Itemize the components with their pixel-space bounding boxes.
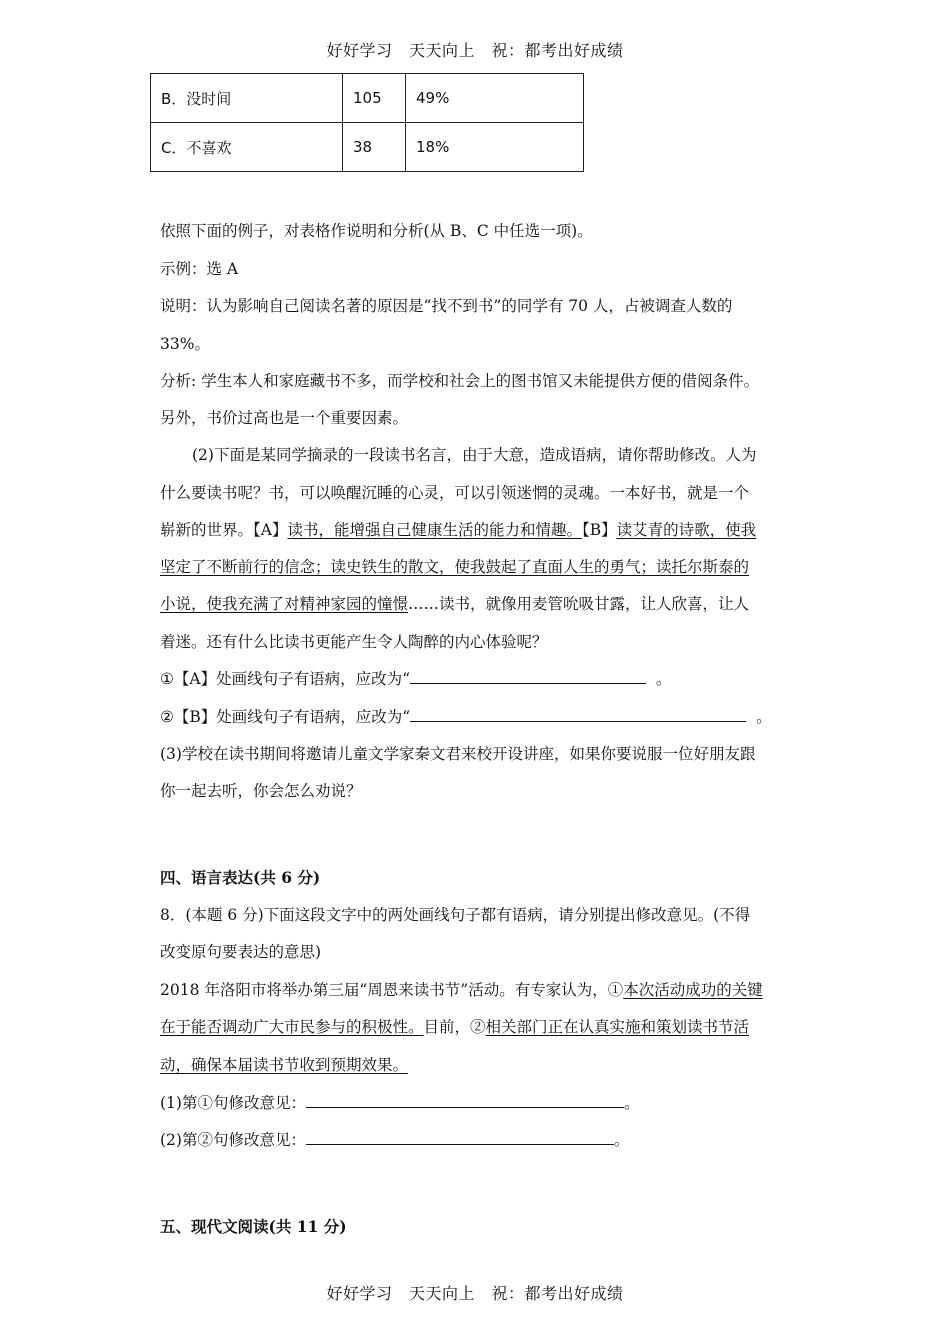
table-cell-count: 105	[343, 74, 406, 123]
underlined-sentence-b: 小说，使我充满了对精神家园的憧憬	[160, 595, 409, 613]
instruction-text: 依照下面的例子，对表格作说明和分析(从 B、C 中任选一项)。	[160, 222, 593, 240]
passage-line	[160, 1017, 800, 1037]
question-8-text: 改变原句要表达的意思)	[160, 943, 322, 961]
question-2-text: 什么要读书呢？书，可以唤醒沉睡的心灵，可以引领迷惘的灵魂。一本好书，就是一个	[160, 484, 750, 502]
answer-b-end: 。	[756, 708, 772, 726]
table-cell-option: C．不喜欢	[151, 123, 343, 172]
analysis-line: 分析: 学生本人和家庭藏书不多，而学校和社会上的图书馆又未能提供方便的借阅条件。	[160, 372, 760, 390]
answer-1-end: 。	[623, 1094, 640, 1112]
table-row	[151, 123, 584, 172]
question-3-text: 你一起去听，你会怎么劝说？	[160, 782, 362, 800]
answer-1-blank[interactable]	[306, 1093, 624, 1108]
answer-a-line	[160, 669, 800, 689]
question-2-rest: ……读书，就像用麦管吮吸甘露，让人欣喜，让人	[408, 595, 750, 613]
example-label: 示例：选 A	[160, 260, 239, 278]
page-footer: 好好学习 天天向上 祝：都考出好成绩	[326, 1284, 624, 1303]
question-2-text	[160, 520, 800, 540]
answer-b-line	[160, 707, 800, 727]
page-header: 好好学习 天天向上 祝：都考出好成绩	[326, 41, 624, 60]
answer-b-prompt: ②【B】处画线句子有语病，应改为“	[160, 708, 411, 726]
answer-b-blank[interactable]	[410, 707, 746, 722]
analysis-line: 另外，书价过高也是一个重要因素。	[160, 409, 409, 427]
passage-line	[160, 1055, 800, 1075]
survey-table	[150, 73, 584, 172]
underlined-sentence-a: 读书，能增强自己健康生活的能力和情趣。	[287, 521, 582, 539]
table-cell-count: 38	[343, 123, 406, 172]
underlined-sentence-1: 本次活动成功的关键	[623, 981, 763, 999]
table-row	[151, 74, 584, 123]
underlined-sentence-2: 动，确保本届读书节收到预期效果。	[160, 1056, 409, 1074]
underlined-sentence-b: 坚定了不断前行的信念；读史铁生的散文，使我鼓起了直面人生的勇气；读托尔斯泰的	[160, 558, 750, 576]
question-2-text: 着迷。还有什么比读书更能产生令人陶醉的内心体验呢？	[160, 633, 548, 651]
answer-1-prompt: (1)第①句修改意见：	[160, 1094, 306, 1112]
label-b: 【B】	[581, 521, 617, 539]
answer-2-end: 。	[613, 1131, 630, 1149]
passage-text: 目前，②	[423, 1018, 486, 1036]
answer-2-blank[interactable]	[306, 1130, 614, 1145]
question-3-text: (3)学校在读书期间将邀请儿童文学家秦文君来校开设讲座，如果你要说服一位好朋友跟	[160, 745, 756, 763]
explanation-line: 33%。	[160, 335, 210, 353]
underlined-sentence-2: 相关部门正在认真实施和策划读书节活	[485, 1018, 750, 1036]
answer-2-line	[160, 1130, 800, 1150]
answer-a-prompt: ①【A】处画线句子有语病，应改为“	[160, 670, 411, 688]
passage-text: 2018 年洛阳市将举办第三届“周恩来读书节”活动。有专家认为，①	[160, 981, 624, 999]
section-4-title: 四、语言表达(共 6 分)	[160, 868, 321, 887]
section-5-title: 五、现代文阅读(共 11 分)	[160, 1217, 347, 1236]
table-cell-percent: 49%	[406, 74, 584, 123]
explanation-line: 说明：认为影响自己阅读名著的原因是“找不到书”的同学有 70 人，占被调查人数的	[160, 297, 733, 315]
passage-line	[160, 980, 800, 1000]
underlined-sentence-b: 读艾青的诗歌，使我	[616, 521, 757, 539]
answer-a-end: 。	[655, 670, 672, 688]
question-8-text: 8．(本题 6 分)下面这段文字中的两处画线句子都有语病，请分别提出修改意见。(不得	[160, 906, 751, 924]
question-2-text	[160, 594, 800, 614]
answer-2-prompt: (2)第②句修改意见：	[160, 1131, 306, 1149]
question-2-text	[160, 557, 800, 577]
underlined-sentence-1: 在于能否调动广大市民参与的积极性。	[160, 1018, 424, 1036]
answer-1-line	[160, 1093, 800, 1113]
label-a: 崭新的世界。【A】	[160, 521, 288, 539]
table-cell-percent: 18%	[406, 123, 584, 172]
question-2-text: (2)下面是某同学摘录的一段读书名言，由于大意，造成语病，请你帮助修改。人为	[192, 446, 757, 464]
table-cell-option: B．没时间	[151, 74, 343, 123]
answer-a-blank[interactable]	[410, 669, 646, 684]
